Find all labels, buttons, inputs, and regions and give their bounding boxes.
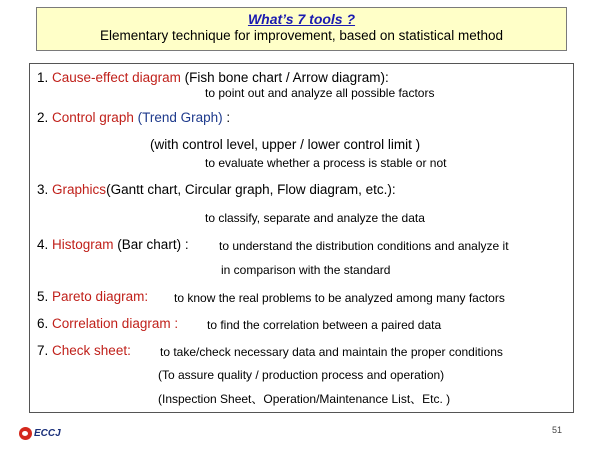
item-description: to point out and analyze all possible factors <box>205 86 435 100</box>
tool-name: Check sheet: <box>52 343 131 358</box>
tools-list <box>29 63 574 413</box>
list-item-7 <box>37 343 131 358</box>
item-description: to classify, separate and analyze the data <box>205 211 425 225</box>
list-item-1 <box>37 70 389 85</box>
item-number: 7. <box>37 343 49 358</box>
item-description: to understand the distribution conditions and analyze it <box>219 239 509 253</box>
alt-name: (Trend Graph) <box>133 110 223 125</box>
logo-text: ECCJ <box>34 428 61 439</box>
list-item-4 <box>37 237 189 252</box>
tool-name: Cause-effect diagram <box>52 70 181 85</box>
item-description: to find the correlation between a paired data <box>207 318 442 332</box>
alt-name: (Bar chart) <box>113 237 182 252</box>
page-title: What’s 7 tools ? <box>247 11 356 27</box>
eccj-logo-icon <box>19 427 32 440</box>
list-item-3 <box>37 182 396 197</box>
colon: : <box>181 237 189 252</box>
page-number: 51 <box>552 425 563 435</box>
tool-name: Graphics <box>52 182 107 197</box>
item-number: 2. <box>37 110 49 125</box>
item-description: to evaluate whether a process is stable or not <box>205 156 447 170</box>
tool-name: Correlation diagram : <box>52 316 179 331</box>
item-description-cont: (To assure quality / production process and operation) <box>158 368 445 382</box>
tool-name: Control graph <box>52 110 134 125</box>
alt-name: Gantt chart, Circular graph, Flow diagram, etc. <box>110 182 388 197</box>
colon: : <box>222 110 231 125</box>
alt-close: ): <box>380 70 389 85</box>
alt-name: Fish bone chart / Arrow diagram <box>189 70 381 85</box>
item-description-cont: in comparison with the standard <box>221 263 391 277</box>
item-description: to take/check necessary data and maintain the proper conditions <box>160 345 503 359</box>
item-number: 4. <box>37 237 49 252</box>
page-subtitle: Elementary technique for improvement, based on statistical method <box>100 28 503 43</box>
item-number: 3. <box>37 182 49 197</box>
tool-name: Pareto diagram: <box>52 289 149 304</box>
title-box <box>36 7 567 51</box>
list-item-6 <box>37 316 178 331</box>
alt-close: ): <box>387 182 396 197</box>
alt-open: ( <box>180 70 190 85</box>
eccj-logo <box>19 427 61 440</box>
item-description: to know the real problems to be analyzed among many factors <box>174 291 505 305</box>
list-item-5 <box>37 289 148 304</box>
tool-name: Histogram <box>52 237 114 252</box>
item-description-cont: (Inspection Sheet、Operation/Maintenance List、Etc. ) <box>158 392 451 406</box>
list-item-2 <box>37 110 230 125</box>
item-number: 6. <box>37 316 49 331</box>
item-number: 1. <box>37 70 49 85</box>
item-detail: (with control level, upper / lower control limit ) <box>150 137 421 152</box>
alt-open: ( <box>106 182 111 197</box>
item-number: 5. <box>37 289 49 304</box>
